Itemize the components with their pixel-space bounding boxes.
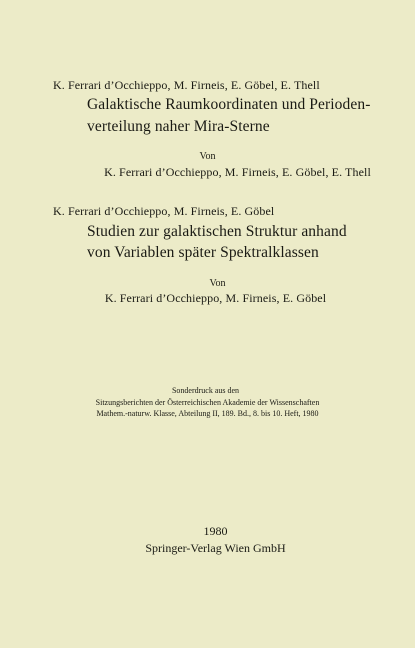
- offprint-line2: Sitzungsberichten der Österreichischen Akademie der Wissenschaften: [95, 398, 320, 407]
- section2-title-line1: Studien zur galaktischen Struktur anhand: [87, 223, 347, 240]
- section1-von: Von: [199, 151, 216, 162]
- publication-year: 1980: [203, 524, 228, 538]
- publisher-name: Springer-Verlag Wien GmbH: [145, 541, 286, 555]
- section2-byline: K. Ferrari d’Occhieppo, M. Firneis, E. Göbel: [104, 291, 327, 305]
- section2-authors: K. Ferrari d’Occhieppo, M. Firneis, E. Göbel: [53, 204, 275, 218]
- section1-authors: K. Ferrari d’Occhieppo, M. Firneis, E. Göbel, E. Thell: [53, 78, 320, 92]
- section1-title-line1: Galaktische Raumkoordinaten und Perioden-: [87, 96, 371, 113]
- offprint-line1: Sonderdruck aus den: [171, 386, 240, 395]
- section2-von: Von: [209, 278, 226, 289]
- offprint-line3: Mathem.-naturw. Klasse, Abteilung II, 189. Bd., 8. bis 10. Heft, 1980: [96, 409, 319, 418]
- section1-title-line2: verteilung naher Mira-Sterne: [87, 118, 270, 135]
- section1-byline: K. Ferrari d’Occhieppo, M. Firneis, E. Göbel, E. Thell: [104, 165, 371, 179]
- section2-title-line2: von Variablen später Spektralklassen: [87, 244, 319, 261]
